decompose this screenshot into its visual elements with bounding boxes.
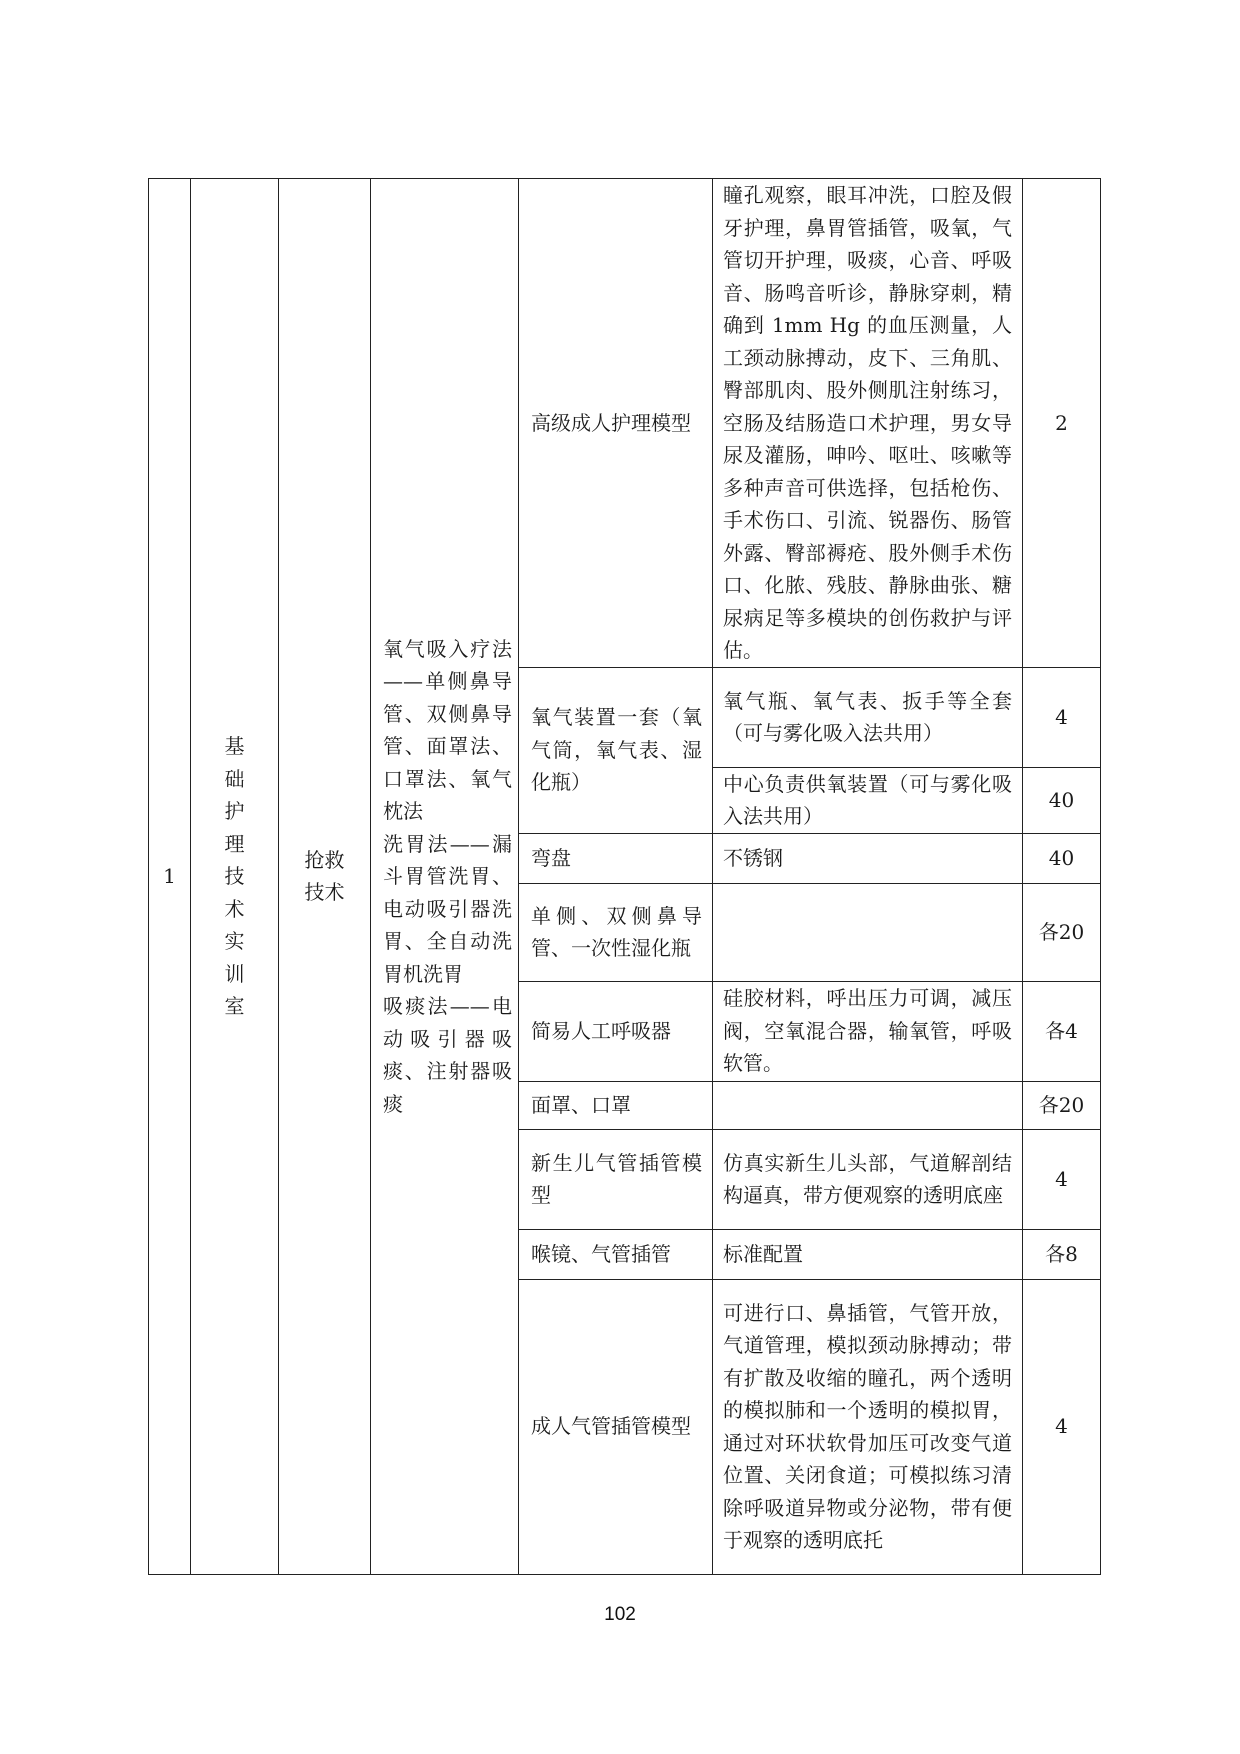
- equipment-spec-cell: 可进行口、鼻插管，气管开放，气道管理，模拟颈动脉搏动；带有扩散及收缩的瞳孔，两个透明的模拟肺和一个透明的模拟胃，通过对环状软骨加压可改变气道位置、关闭食道；可模拟练习清除呼吸道异物或分泌物，带有便于观察的透明底托: [713, 1279, 1023, 1574]
- equipment-name-cell: 成人气管插管模型: [519, 1279, 713, 1574]
- equipment-qty-cell: 各8: [1023, 1229, 1101, 1279]
- project-item: 氧气吸入疗法——单侧鼻导管、双侧鼻导管、面罩法、口罩法、氧气枕法: [383, 636, 512, 823]
- project-item: 洗胃法——漏斗胃管洗胃、电动吸引器洗胃、全自动洗胃机洗胃: [383, 831, 512, 986]
- course-name: 抢救技术: [304, 847, 345, 905]
- equipment-spec-cell: 瞳孔观察，眼耳冲洗，口腔及假牙护理，鼻胃管插管，吸氧，气管切开护理，吸痰，心音、呼吸音、肠鸣音听诊，静脉穿刺，精确到 1mm Hg 的血压测量，人工颈动脉搏动，皮下、三角肌、臀部肌肉、股外侧肌注射练习，空肠及结肠造口术护理，男女导尿及灌肠，呻吟、呕吐、咳嗽等多种声音可供选择，包括枪伤、手术伤口、引流、锐器伤、肠管外露、臀部褥疮、股外侧手术伤口、化脓、残肢、静脉曲张、糖尿病足等多模块的创伤救护与评估。: [713, 179, 1023, 668]
- training-projects-cell: [371, 179, 519, 1575]
- equipment-name-cell: 高级成人护理模型: [519, 179, 713, 668]
- equipment-name-cell: 新生儿气管插管模型: [519, 1129, 713, 1229]
- equipment-qty-cell: 4: [1023, 667, 1101, 767]
- project-item: 吸痰法——电动吸引器吸痰、注射器吸痰: [383, 994, 512, 1116]
- lab-name: 基础护理技术实训室: [224, 734, 245, 1018]
- equipment-spec-cell: [713, 1081, 1023, 1129]
- equipment-name-cell: 氧气装置一套（氧气筒，氧气表、湿化瓶）: [519, 667, 713, 833]
- equipment-spec-cell: 氧气瓶、氧气表、扳手等全套（可与雾化吸入法共用）: [713, 667, 1023, 767]
- equipment-name-cell: 弯盘: [519, 833, 713, 883]
- equipment-spec-cell: [713, 883, 1023, 981]
- equipment-spec-cell: 仿真实新生儿头部，气道解剖结构逼真，带方便观察的透明底座: [713, 1129, 1023, 1229]
- equipment-name-cell: 单侧、双侧鼻导管、一次性湿化瓶: [519, 883, 713, 981]
- row-number-cell: 1: [149, 179, 191, 1575]
- equipment-name-cell: 喉镜、气管插管: [519, 1229, 713, 1279]
- equipment-table: [148, 178, 1101, 1575]
- equipment-qty-cell: 40: [1023, 833, 1101, 883]
- equipment-spec-cell: 硅胶材料，呼出压力可调，减压阀，空氧混合器，输氧管，呼吸软管。: [713, 981, 1023, 1081]
- equipment-qty-cell: 40: [1023, 767, 1101, 833]
- equipment-name-cell: 简易人工呼吸器: [519, 981, 713, 1081]
- equipment-qty-cell: 4: [1023, 1279, 1101, 1574]
- equipment-qty-cell: 4: [1023, 1129, 1101, 1229]
- lab-name-cell: [191, 179, 279, 1575]
- table-row: [149, 179, 1101, 668]
- equipment-spec-cell: 不锈钢: [713, 833, 1023, 883]
- equipment-qty-cell: 各20: [1023, 883, 1101, 981]
- equipment-spec-cell: 中心负责供氧装置（可与雾化吸入法共用）: [713, 767, 1023, 833]
- equipment-qty-cell: 各4: [1023, 981, 1101, 1081]
- equipment-qty-cell: 2: [1023, 179, 1101, 668]
- page-number: 102: [604, 1604, 636, 1625]
- equipment-name-cell: 面罩、口罩: [519, 1081, 713, 1129]
- course-cell: [279, 179, 371, 1575]
- equipment-qty-cell: 各20: [1023, 1081, 1101, 1129]
- equipment-spec-cell: 标准配置: [713, 1229, 1023, 1279]
